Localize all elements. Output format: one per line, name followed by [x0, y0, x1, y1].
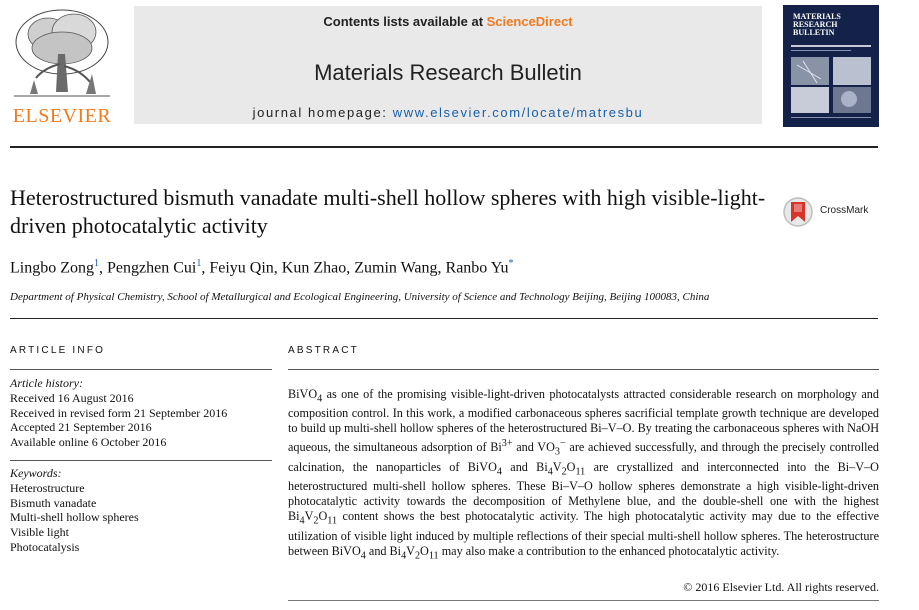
keywords-rule — [10, 460, 272, 461]
keyword-item: Bismuth vanadate — [10, 495, 97, 510]
abstract-rule — [288, 369, 879, 370]
author-name[interactable]: Zumin Wang — [354, 259, 438, 277]
author-list: Lingbo Zong$^1$, Pengzhen Cui$^1$, Feiyu Qin, Kun Zhao, Zumin Wang, Ranbo Yu* — [10, 258, 514, 277]
elsevier-logo[interactable] — [8, 4, 116, 128]
history-item: Available online 6 October 2016 — [10, 435, 167, 450]
title-block-divider — [10, 318, 878, 319]
author-name[interactable]: Lingbo Zong — [10, 259, 94, 277]
contents-prefix: Contents lists available at — [323, 14, 487, 29]
abstract-bottom-rule — [288, 600, 879, 601]
elsevier-wordmark: ELSEVIER — [12, 105, 112, 127]
journal-banner — [134, 6, 762, 124]
article-info-rule — [10, 369, 272, 370]
journal-homepage — [134, 105, 762, 120]
abstract-heading: ABSTRACT — [288, 345, 359, 356]
corresponding-author-mark[interactable]: * — [508, 258, 514, 269]
copyright-notice: © 2016 Elsevier Ltd. All rights reserved. — [683, 580, 879, 594]
keywords — [10, 466, 139, 555]
history-item: Accepted 21 September 2016 — [10, 420, 152, 435]
journal-title[interactable]: Materials Research Bulletin — [314, 60, 582, 85]
author-name[interactable]: Kun Zhao — [281, 259, 347, 277]
history-item: Received 16 August 2016 — [10, 390, 134, 405]
header-divider — [10, 146, 878, 148]
author-footnote-mark[interactable]: 1 — [196, 258, 202, 269]
crossmark-icon — [780, 196, 816, 228]
article-title: Heterostructured bismuth vanadate multi-shell hollow spheres with high visible-light-driven photocatalytic activity — [10, 185, 766, 238]
homepage-prefix: journal homepage: — [252, 105, 393, 120]
crossmark-label: CrossMark — [820, 205, 869, 216]
cover-title: MATERIALS RESEARCH BULLETIN — [793, 12, 841, 37]
cover-artwork-icon — [783, 5, 879, 127]
keyword-item: Photocatalysis — [10, 539, 80, 554]
sciencedirect-link[interactable]: ScienceDirect — [486, 14, 573, 29]
history-label: Article history: — [10, 376, 83, 390]
article-history — [10, 376, 227, 450]
article-info-heading: ARTICLE INFO — [10, 345, 106, 356]
homepage-link[interactable]: www.elsevier.com/locate/matresbu — [392, 105, 644, 120]
contents-line — [134, 14, 762, 29]
author-footnote-mark[interactable]: 1 — [94, 258, 99, 269]
author-name[interactable]: Feiyu Qin — [209, 259, 274, 277]
abstract-text: BiVO$_4$ as one of the promising visible-light-driven photocatalysts attracted considerable research on morphology and composition control. In this work, a modified carbonaceous spheres sacrificial template growth technique are developed to build up multi-shell hollow spheres of the heterostructured Bi–V–O. By treating the carbonaceous spheres with NaOH aqueous, the simultaneous adsorption of $Bi^{3+}$ and $VO_3^-$ are achieved successfully, and through the precisely controlled calcination, the nanoparticles of BiVO$_4$ and $Bi_4V_2O_{11}$ are crystallized and interconnected into the Bi–V–O heterostructured multi-shell hollow spheres. These Bi–V–O hollow spheres demonstrate a high visible-light-driven photocatalytic activity towards the decomposition of Methylene blue, and the double-shell one with the highest $Bi_4V_2O_{11}$ content shows the best photocatalytic activity. The high photocatalytic activity may due to the effective utilization of visible light induced by multiple reflections of their special multi-shell hollow spheres. The heterostructure between BiVO$_4$ and $Bi_4V_2O_{11}$ may also make a contribution to the enhanced photocatalytic activity. — [288, 387, 879, 562]
elsevier-tree-icon — [8, 4, 116, 104]
keyword-item: Visible light — [10, 525, 69, 540]
keywords-label: Keywords: — [10, 466, 62, 480]
crossmark-button[interactable] — [780, 196, 884, 228]
history-item: Received in revised form 21 September 2016 — [10, 405, 228, 420]
journal-cover[interactable] — [783, 5, 879, 127]
author-name[interactable]: Pengzhen Cui — [107, 259, 197, 277]
keyword-item: Heterostructure — [10, 480, 85, 495]
affiliation: Department of Physical Chemistry, School of Metallurgical and Ecological Engineering, University of Science and Technology Beijing, Beijing 100083, China — [10, 291, 710, 303]
author-name[interactable]: Ranbo Yu — [445, 259, 509, 277]
keyword-item: Multi-shell hollow spheres — [10, 510, 139, 525]
